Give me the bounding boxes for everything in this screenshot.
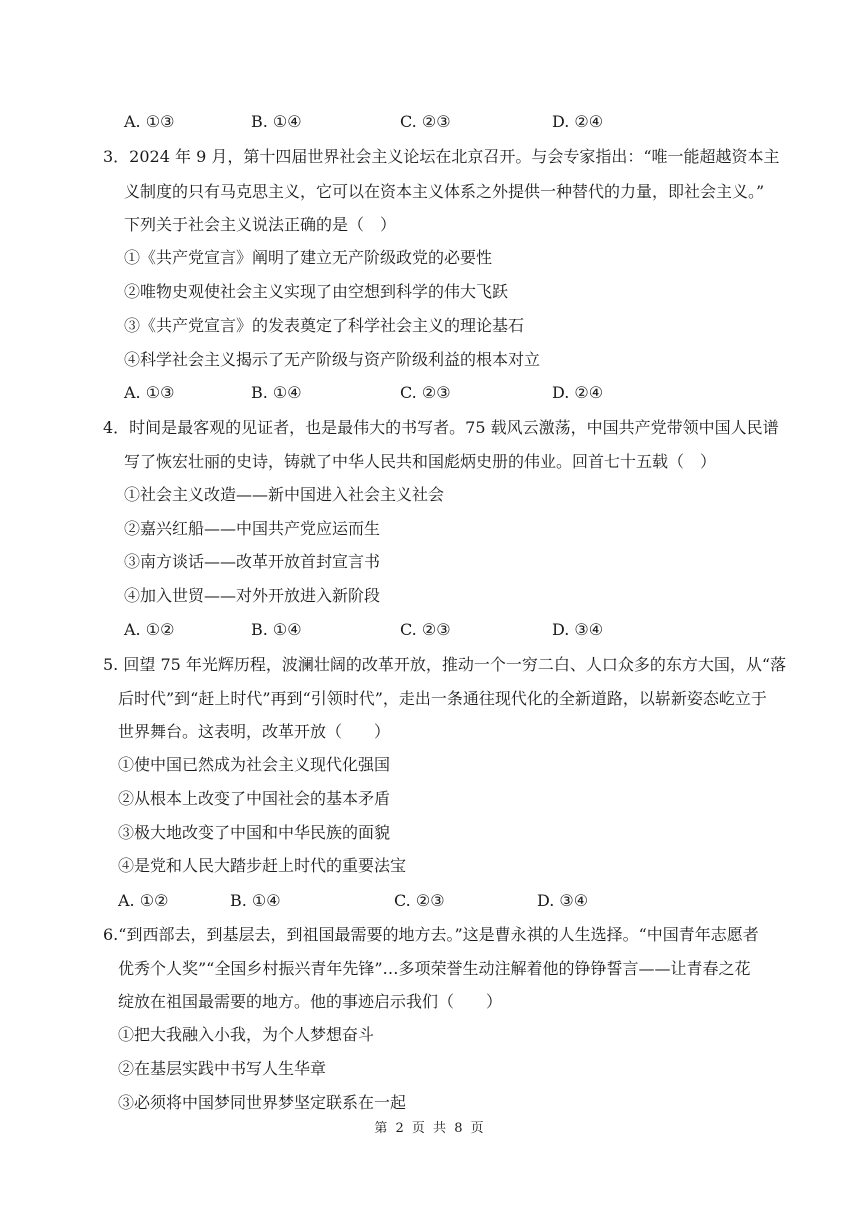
q4-option-a: A. ①② [124,620,175,639]
q4-stem-line-1: 4．时间是最客观的见证者，也是最伟大的书写者。75 载风云激荡，中国共产党带领中国人民谱 [103,418,779,437]
q2-option-c: C. ②③ [400,112,451,131]
q5-item-3: ③极大地改变了中国和中华民族的面貌 [118,823,391,842]
q6-stem-line-2: 优秀个人奖”“全国乡村振兴青年先锋”…多项荣誉生动注解着他的铮铮誓言——让青春之花 [118,959,751,978]
q5-item-4: ④是党和人民大踏步赶上时代的重要法宝 [118,856,407,875]
q6-stem-line-1: 6.“到西部去，到基层去，到祖国最需要的地方去。”这是曹永祺的人生选择。“中国青年志愿者 [103,925,759,944]
q2-option-a: A. ①③ [124,112,175,131]
q4-option-b: B. ①④ [251,620,302,639]
q4-item-3: ③南方谈话——改革开放首封宣言书 [124,552,381,571]
q5-item-2: ②从根本上改变了中国社会的基本矛盾 [118,789,391,808]
q3-item-1: ①《共产党宣言》阐明了建立无产阶级政党的必要性 [124,248,493,267]
q5-option-a: A. ①② [118,891,169,910]
q4-option-d: D. ③④ [552,620,604,639]
q5-option-b: B. ①④ [230,891,281,910]
q5-option-d: D. ③④ [537,891,589,910]
q3-option-d: D. ②④ [552,383,604,402]
q5-stem-line-2: 后时代”到“赶上时代”再到“引领时代”，走出一条通往现代化的全新道路，以崭新姿态屹立于 [118,689,767,708]
q6-item-3: ③必须将中国梦同世界梦坚定联系在一起 [118,1093,407,1112]
q2-option-b: B. ①④ [251,112,302,131]
page-number-footer: 第 2 页 共 8 页 [374,1121,486,1136]
q4-item-1: ①社会主义改造——新中国进入社会主义社会 [124,485,445,504]
q3-option-c: C. ②③ [400,383,451,402]
q5-item-1: ①使中国已然成为社会主义现代化强国 [118,755,391,774]
q6-item-1: ①把大我融入小我，为个人梦想奋斗 [118,1025,375,1044]
q3-item-2: ②唯物史观使社会主义实现了由空想到科学的伟大飞跃 [124,282,509,301]
q4-item-4: ④加入世贸——对外开放进入新阶段 [124,586,381,605]
q5-stem-line-1: 5. 回望 75 年光辉历程，波澜壮阔的改革开放，推动一个一穷二白、人口众多的东方大国，从“落 [103,655,787,674]
q4-stem-line-2: 写了恢宏壮丽的史诗，铸就了中华人民共和国彪炳史册的伟业。回首七十五载（ ） [124,452,717,471]
q3-item-3: ③《共产党宣言》的发表奠定了科学社会主义的理论基石 [124,316,525,335]
q3-stem-line-3: 下列关于社会主义说法正确的是（ ） [124,215,397,234]
q6-item-2: ②在基层实践中书写人生华章 [118,1059,327,1078]
q4-item-2: ②嘉兴红船——中国共产党应运而生 [124,519,381,538]
q5-stem-line-3: 世界舞台。这表明，改革开放（ ） [118,722,391,741]
q3-option-b: B. ①④ [251,383,302,402]
q4-option-c: C. ②③ [400,620,451,639]
q3-item-4: ④科学社会主义揭示了无产阶级与资产阶级利益的根本对立 [124,350,541,369]
q6-stem-line-3: 绽放在祖国最需要的地方。他的事迹启示我们（ ） [118,992,503,1011]
q3-option-a: A. ①③ [124,383,175,402]
q2-option-d: D. ②④ [552,112,604,131]
q5-option-c: C. ②③ [394,891,445,910]
q3-stem-line-2: 义制度的只有马克思主义，它可以在资本主义体系之外提供一种替代的力量，即社会主义。” [124,182,765,201]
q3-stem-line-1: 3．2024 年 9 月，第十四届世界社会主义论坛在北京召开。与会专家指出：“唯一能超越资本主 [103,147,780,166]
